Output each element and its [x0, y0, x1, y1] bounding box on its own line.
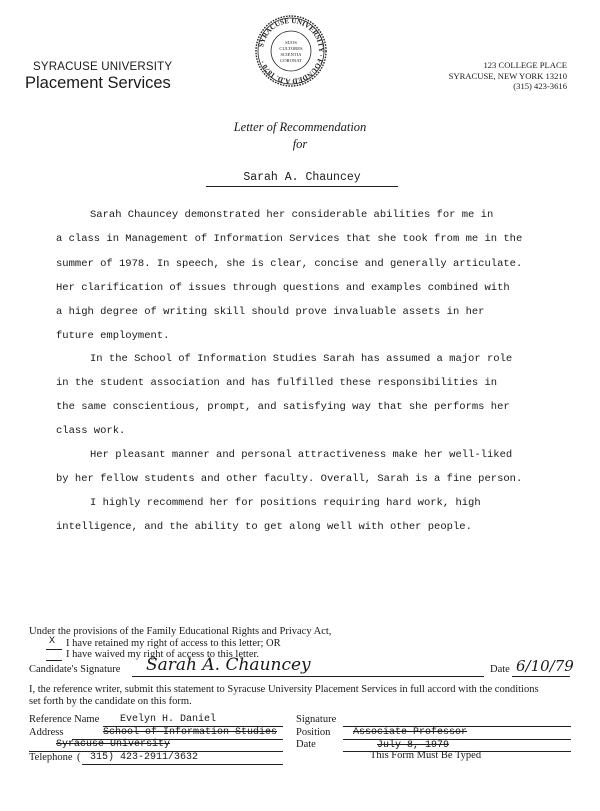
- position-value: Associate Professor: [353, 727, 468, 738]
- date-line[interactable]: [512, 676, 570, 677]
- body-line: Sarah Chauncey demonstrated her considerable abilities for me in: [90, 209, 494, 221]
- retained-mark: X: [49, 636, 56, 647]
- seal-ring-text: SYRACUSE UNIVERSITY · FOUNDED A.D. 1870 ·: [257, 16, 326, 86]
- body-line: future employment.: [56, 330, 170, 342]
- body-line: summer of 1978. In speech, she is clear, concise and generally articulate.: [56, 258, 523, 270]
- letter-title-for: for: [292, 137, 308, 151]
- date2-label: Date: [296, 739, 316, 750]
- reference-statement-1: I, the reference writer, submit this statement to Syracuse University Placement Services in full accord with the conditions: [29, 684, 539, 695]
- office-name: Placement Services: [25, 74, 171, 92]
- seal-motto-1: SUOS: [285, 40, 297, 45]
- body-line: a class in Management of Information Services that she took from me in the: [56, 233, 523, 245]
- body-line: In the School of Information Studies Sarah has assumed a major role: [90, 353, 513, 365]
- seal-motto-4: CORONAT: [280, 58, 302, 63]
- seal-motto-2: CULTORES: [279, 46, 303, 51]
- letter-title: Letter of Recommendation: [233, 120, 367, 134]
- body-line: in the student association and has fulfilled these responsibilities in: [56, 377, 498, 389]
- address-line-1: 123 COLLEGE PLACE: [483, 60, 567, 70]
- university-name: SYRACUSE UNIVERSITY: [33, 61, 173, 73]
- signature-label: Signature: [296, 714, 337, 725]
- telephone-label: Telephone: [29, 752, 73, 763]
- telephone-value: 315) 423-2911/3632: [90, 752, 199, 763]
- reference-statement-2: set forth by the candidate on this form.: [29, 696, 192, 707]
- date-label: Date: [490, 664, 510, 675]
- candidate-name-rule: [206, 171, 398, 187]
- body-line: Her clarification of issues through questions and examples combined with: [56, 282, 510, 294]
- university-seal: [254, 14, 328, 88]
- address-value-2: Syracuse University: [56, 739, 171, 750]
- body-line: class work.: [56, 425, 126, 437]
- candidate-name: Sarah A. Chauncey: [243, 171, 361, 184]
- date2-value: July 8, 1979: [377, 740, 450, 751]
- address-line-2: SYRACUSE, NEW YORK 13210: [448, 70, 567, 81]
- body-line: a high degree of writing skill should prove invaluable assets in her: [56, 306, 485, 318]
- retained-checkbox-line[interactable]: [46, 649, 62, 650]
- waived-option: I have waived my right of access to this letter.: [66, 649, 260, 660]
- body-line: I highly recommend her for positions requiring hard work, high: [90, 497, 481, 509]
- address-value-1: School of Information Studies: [103, 727, 278, 738]
- signed-date: 6/10/79: [516, 657, 574, 675]
- telephone-paren: (: [77, 752, 81, 763]
- ferpa-intro: Under the provisions of the Family Educational Rights and Privacy Act,: [29, 626, 332, 637]
- reference-name: Evelyn H. Daniel: [120, 714, 217, 725]
- address-label: Address: [29, 727, 64, 738]
- candidate-signature-label: Candidate's Signature: [29, 664, 121, 675]
- retained-option: I have retained my right of access to this letter; OR: [66, 638, 281, 649]
- body-line: by her fellow students and other faculty. Overall, Sarah is a fine person.: [56, 473, 523, 485]
- body-line: Her pleasant manner and personal attractiveness make her well-liked: [90, 449, 513, 461]
- candidate-signature: Sarah A. Chauncey: [146, 655, 311, 675]
- seal-motto-3: SCIENTIA: [280, 52, 302, 57]
- office-address: [449, 60, 567, 92]
- address-line-3: (315) 423-3616: [513, 81, 567, 91]
- position-label: Position: [296, 727, 331, 738]
- reference-name-label: Reference Name: [29, 714, 100, 725]
- body-line: intelligence, and the ability to get along well with other people.: [56, 521, 472, 533]
- candidate-signature-line[interactable]: [132, 676, 484, 677]
- typed-note: This Form Must Be Typed: [370, 750, 482, 761]
- telephone-line[interactable]: [82, 764, 283, 765]
- body-line: the same conscientious, prompt, and satisfying way that she performs her: [56, 401, 510, 413]
- waived-checkbox-line[interactable]: [46, 660, 62, 661]
